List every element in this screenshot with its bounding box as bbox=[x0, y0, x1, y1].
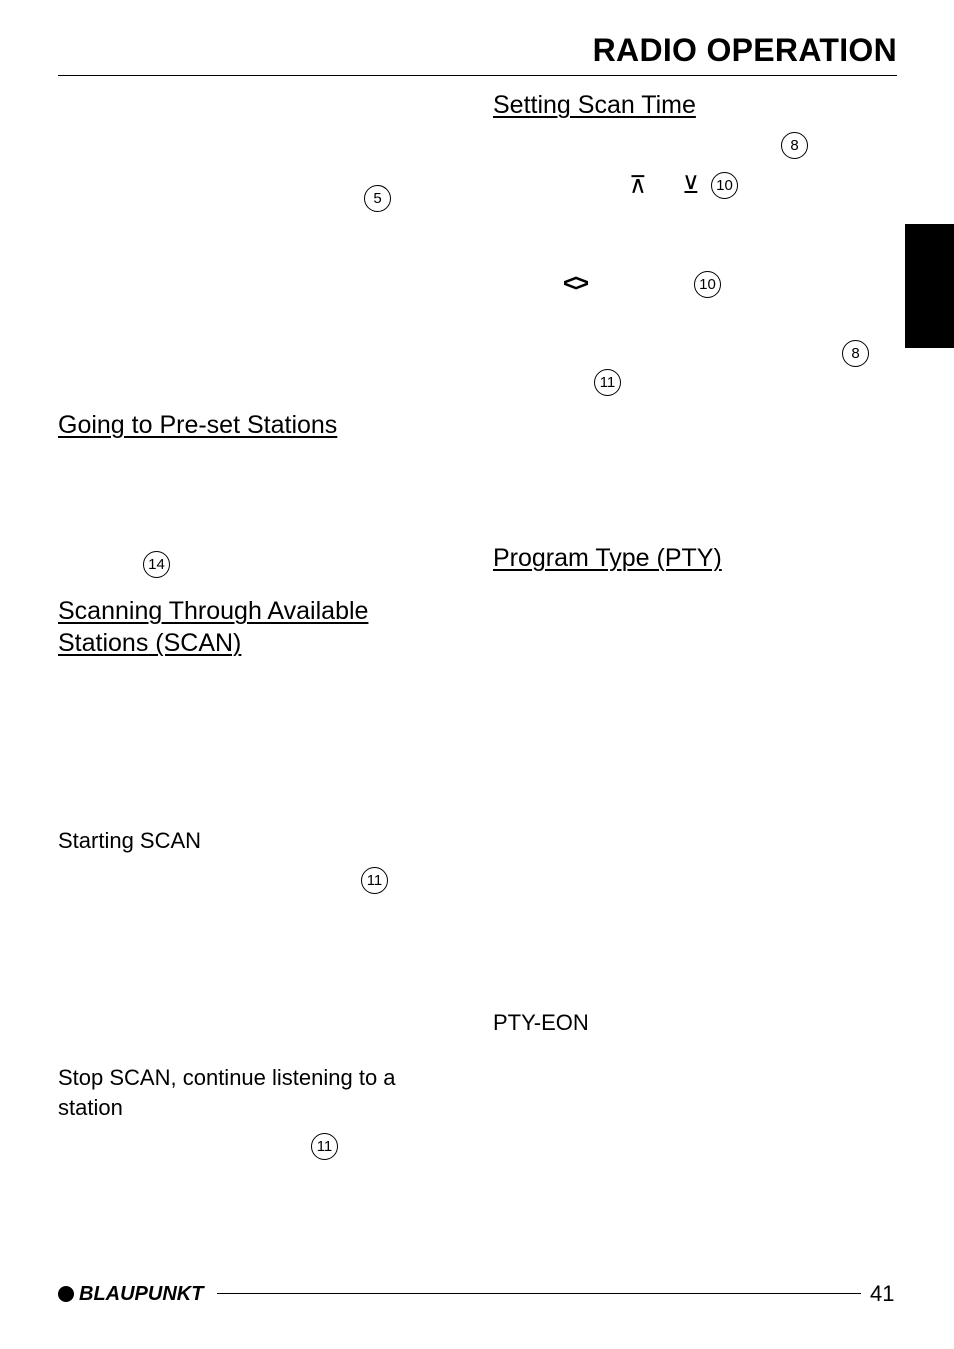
subheading-starting-scan: Starting SCAN bbox=[58, 828, 202, 853]
callout-11-stop: 11 bbox=[311, 1133, 338, 1160]
callout-10-b: 10 bbox=[694, 271, 721, 298]
callout-8-a: 8 bbox=[781, 132, 808, 159]
callout-8-b: 8 bbox=[842, 340, 869, 367]
subheading-stop-scan-line1: Stop SCAN, continue listening to a bbox=[58, 1065, 396, 1090]
heading-scan-line2: Stations (SCAN) bbox=[58, 629, 242, 657]
heading-preset-stations: Going to Pre-set Stations bbox=[58, 411, 338, 439]
heading-scan-line1: Scanning Through Available bbox=[58, 597, 369, 625]
subheading-stop-scan-line2: station bbox=[58, 1095, 123, 1120]
callout-10-a: 10 bbox=[711, 172, 738, 199]
callout-11-start: 11 bbox=[361, 867, 388, 894]
brand-logo-dot-icon bbox=[58, 1286, 74, 1302]
header-divider bbox=[58, 75, 897, 76]
brand-logo: BLAUPUNKT bbox=[79, 1283, 204, 1305]
down-arrow-icon: ⊻ bbox=[682, 172, 700, 199]
callout-11-scan-time: 11 bbox=[594, 369, 621, 396]
page-title: RADIO OPERATION bbox=[592, 32, 897, 68]
footer-divider bbox=[217, 1293, 861, 1294]
heading-scan-time: Setting Scan Time bbox=[493, 91, 696, 119]
up-arrow-icon: ⊼ bbox=[629, 172, 647, 199]
chapter-tab-marker bbox=[905, 224, 954, 348]
heading-program-type: Program Type (PTY) bbox=[493, 544, 722, 572]
page-number: 41 bbox=[870, 1281, 895, 1306]
left-right-arrows-icon: <> bbox=[563, 270, 588, 297]
callout-14: 14 bbox=[143, 551, 170, 578]
subheading-pty-eon: PTY-EON bbox=[493, 1010, 589, 1035]
callout-5: 5 bbox=[364, 185, 391, 212]
